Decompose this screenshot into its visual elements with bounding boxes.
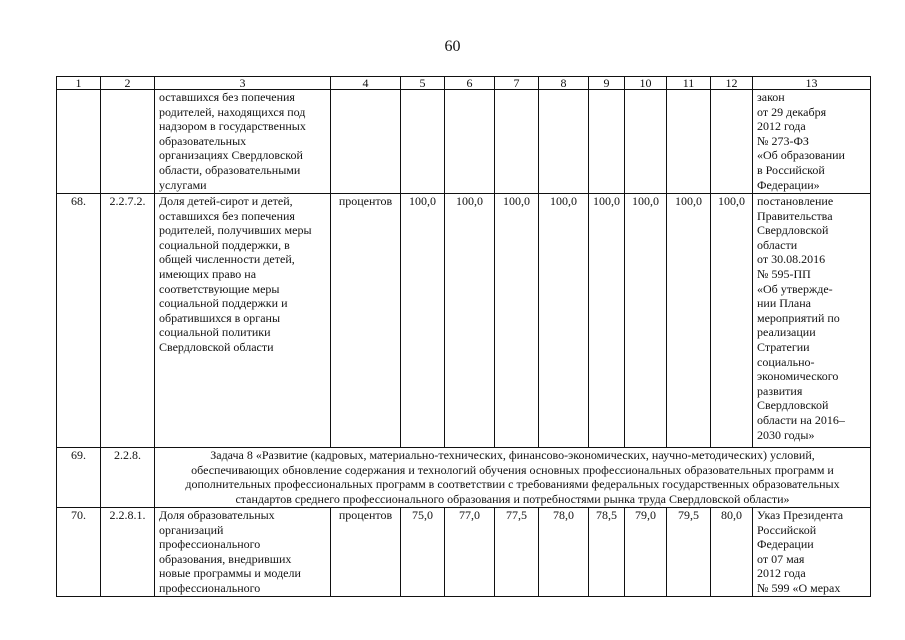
column-header: 9 (589, 77, 625, 90)
column-header: 2 (101, 77, 155, 90)
legal-basis (753, 508, 871, 597)
text-line: Свердловской (757, 398, 829, 413)
value-cell (711, 90, 753, 194)
row-code: 2.2.7.2. (101, 194, 155, 448)
text-line: социально- (757, 354, 815, 369)
unit-cell: процентов (331, 194, 401, 448)
text-line: соответствующие меры (159, 281, 280, 296)
value-cell: 78,0 (539, 508, 589, 597)
indicator-description (155, 508, 331, 597)
text-line: реализации (757, 325, 816, 340)
text-line: области (757, 237, 798, 252)
text-line: обеспечивающих обновление содержания и технологий обучения основных профессиональных образовательных программ и (191, 462, 834, 477)
value-cell (401, 90, 445, 194)
text-line: родителей, находящихся под (159, 104, 306, 119)
value-cell: 100,0 (625, 194, 667, 448)
text-line: профессионального (159, 580, 261, 595)
text-line: Доля образовательных (159, 508, 275, 522)
value-cell: 100,0 (539, 194, 589, 448)
column-header: 11 (667, 77, 711, 90)
text-line: Федерации (757, 537, 814, 552)
column-header: 10 (625, 77, 667, 90)
table-row (57, 508, 871, 597)
value-cell (539, 90, 589, 194)
value-cell: 80,0 (711, 508, 753, 597)
text-line: дополнительных профессиональных программ в соответствии с требованиями федеральных государственных образовательных (185, 477, 840, 492)
value-cell (625, 90, 667, 194)
text-line: Федерации» (757, 177, 820, 192)
text-line: области на 2016– (757, 412, 845, 427)
value-cell: 100,0 (711, 194, 753, 448)
value-cell: 100,0 (445, 194, 495, 448)
text-line: мероприятий по (757, 310, 840, 325)
text-line: оставшихся без попечения (159, 208, 295, 223)
indicator-description (155, 194, 331, 448)
value-cell (589, 90, 625, 194)
text-line: постановление (757, 194, 834, 208)
text-line: образования, внедривших (159, 551, 292, 566)
value-cell: 100,0 (495, 194, 539, 448)
task-description (155, 448, 871, 508)
column-header: 4 (331, 77, 401, 90)
text-line: профессионального (159, 537, 261, 552)
text-line: № 273-ФЗ (757, 133, 809, 148)
text-line: от 07 мая (757, 551, 805, 566)
column-header: 6 (445, 77, 495, 90)
column-number-row (57, 77, 871, 90)
row-code: 2.2.8. (101, 448, 155, 508)
value-cell: 100,0 (667, 194, 711, 448)
legal-basis (753, 90, 871, 194)
text-line: организаций (159, 522, 224, 537)
row-code (101, 90, 155, 194)
text-line: стандартов среднего профессионального образования и потребностями рынка труда Свердловской области» (235, 491, 790, 506)
text-line: № 595-ПП (757, 266, 811, 281)
text-line: родителей, получивших меры (159, 223, 312, 238)
value-cell: 79,5 (667, 508, 711, 597)
value-cell: 77,0 (445, 508, 495, 597)
unit-cell (331, 90, 401, 194)
text-line: образовательных (159, 133, 247, 148)
unit-cell: процентов (331, 508, 401, 597)
text-line: № 599 «О мерах (757, 580, 841, 595)
text-line: услугами (159, 177, 207, 192)
text-line: новые программы и модели (159, 566, 301, 581)
text-line: обратившихся в органы (159, 310, 281, 325)
value-cell: 75,0 (401, 508, 445, 597)
text-line: Свердловской области (159, 339, 274, 354)
text-line: развития (757, 383, 803, 398)
column-header: 5 (401, 77, 445, 90)
legal-basis (753, 194, 871, 448)
value-cell: 79,0 (625, 508, 667, 597)
text-line: «Об утвержде- (757, 281, 833, 296)
text-line: «Об образовании (757, 148, 845, 163)
text-line: закон (757, 90, 785, 104)
text-line: от 29 декабря (757, 104, 827, 119)
text-line: 2030 годы» (757, 427, 815, 442)
value-cell: 100,0 (401, 194, 445, 448)
indicators-table (56, 76, 871, 597)
row-number: 68. (57, 194, 101, 448)
page-number: 60 (444, 38, 461, 55)
text-line: области, образовательными (159, 162, 301, 177)
text-line: общей численности детей, (159, 252, 295, 267)
task-row (57, 448, 871, 508)
column-header: 12 (711, 77, 753, 90)
text-line: экономического (757, 369, 839, 384)
row-number (57, 90, 101, 194)
row-number: 69. (57, 448, 101, 508)
text-line: Доля детей-сирот и детей, (159, 194, 293, 208)
value-cell (495, 90, 539, 194)
row-code: 2.2.8.1. (101, 508, 155, 597)
column-header: 7 (495, 77, 539, 90)
text-line: Задача 8 «Развитие (кадровых, материально-технических, финансово-экономических, научно-методических) условий, (210, 448, 815, 462)
value-cell (445, 90, 495, 194)
value-cell (667, 90, 711, 194)
text-line: 2012 года (757, 119, 806, 134)
text-line: Правительства (757, 208, 833, 223)
indicator-description (155, 90, 331, 194)
text-line: Указ Президента (757, 508, 844, 522)
text-line: от 30.08.2016 (757, 252, 826, 267)
row-number: 70. (57, 508, 101, 597)
text-line: Российской (757, 522, 817, 537)
text-line: 2012 года (757, 566, 806, 581)
text-line: социальной политики (159, 325, 271, 340)
text-line: социальной поддержки, в (159, 237, 290, 252)
value-cell: 77,5 (495, 508, 539, 597)
value-cell: 100,0 (589, 194, 625, 448)
text-line: Стратегии (757, 339, 810, 354)
table-row (57, 194, 871, 448)
text-line: имеющих право на (159, 266, 257, 281)
text-line: в Российской (757, 162, 825, 177)
column-header: 3 (155, 77, 331, 90)
text-line: оставшихся без попечения (159, 90, 295, 104)
text-line: надзором в государственных (159, 119, 306, 134)
text-line: нии Плана (757, 296, 811, 311)
column-header: 1 (57, 77, 101, 90)
value-cell: 78,5 (589, 508, 625, 597)
text-line: социальной поддержки и (159, 296, 288, 311)
text-line: организациях Свердловской (159, 148, 303, 163)
column-header: 8 (539, 77, 589, 90)
text-line: Свердловской (757, 223, 829, 238)
table-row (57, 90, 871, 194)
column-header: 13 (753, 77, 871, 90)
